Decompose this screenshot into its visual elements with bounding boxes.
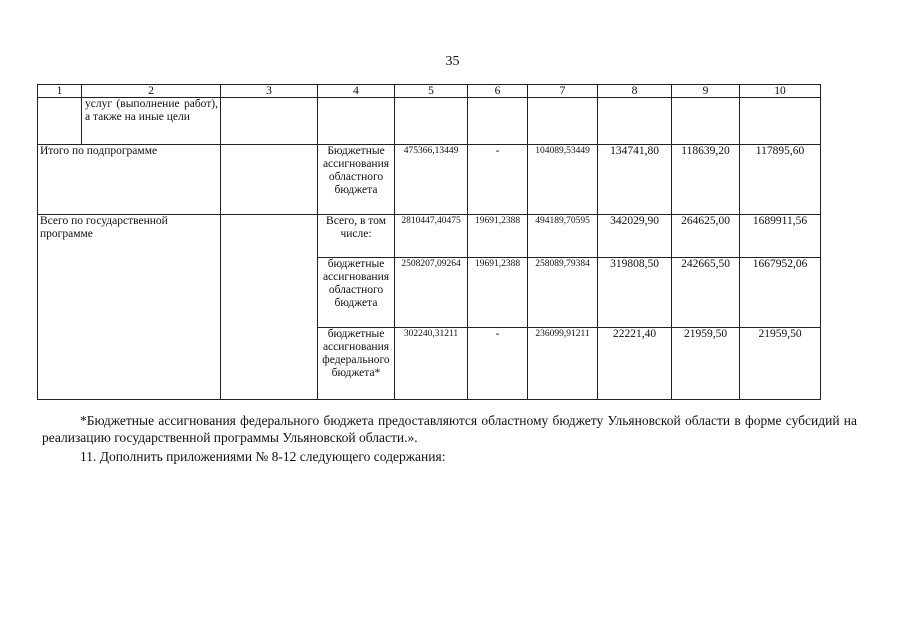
value-cell: -: [468, 145, 528, 215]
value-cell: 236099,91211: [528, 328, 598, 400]
value-cell: 264625,00: [672, 215, 740, 258]
funding-source: бюджетные ассигнования федерального бюджета*: [318, 328, 395, 400]
value-cell: 1667952,06: [740, 258, 821, 328]
value-cell: 19691,2388: [468, 215, 528, 258]
total-label: Всего по государственной программе: [38, 215, 221, 400]
continuation-text: услуг (выполнение работ), а также на иные цели: [82, 98, 221, 145]
funding-source: бюджетные ассигнования областного бюджета: [318, 258, 395, 328]
header-cell: 1: [38, 85, 82, 98]
value-cell: -: [468, 328, 528, 400]
value-cell: 19691,2388: [468, 258, 528, 328]
value-cell: 2810447,40475: [395, 215, 468, 258]
funding-source: Всего, в том числе:: [318, 215, 395, 258]
table-cell: [318, 98, 395, 145]
budget-table: [37, 84, 821, 400]
value-cell: 242665,50: [672, 258, 740, 328]
header-cell: 6: [468, 85, 528, 98]
value-cell: 117895,60: [740, 145, 821, 215]
table-cell: [740, 98, 821, 145]
table-row-subtotal: [38, 145, 821, 215]
value-cell: 134741,80: [598, 145, 672, 215]
header-cell: 10: [740, 85, 821, 98]
value-cell: 22221,40: [598, 328, 672, 400]
value-cell: 475366,13449: [395, 145, 468, 215]
table-cell: [38, 98, 82, 145]
instruction-paragraph: 11. Дополнить приложениями № 8-12 следующего содержания:: [80, 449, 446, 464]
header-cell: 5: [395, 85, 468, 98]
table-cell: [528, 98, 598, 145]
table-header-row: [38, 85, 821, 98]
header-cell: 8: [598, 85, 672, 98]
table-cell: [221, 98, 318, 145]
value-cell: 21959,50: [672, 328, 740, 400]
subtotal-label: Итого по подпрограмме: [38, 145, 221, 215]
table-cell: [221, 145, 318, 215]
value-cell: 302240,31211: [395, 328, 468, 400]
header-cell: 3: [221, 85, 318, 98]
header-cell: 2: [82, 85, 221, 98]
value-cell: 342029,90: [598, 215, 672, 258]
footnote-paragraph: *Бюджетные ассигнования федерального бюджета предоставляются областному бюджету Ульяновской области в форме субсидий на реализацию государственной программы Ульяновской области.».: [42, 413, 857, 445]
table-row-continuation: [38, 98, 821, 145]
funding-source: Бюджетные ассигнования областного бюджета: [318, 145, 395, 215]
table-cell: [221, 215, 318, 400]
table-cell: [468, 98, 528, 145]
header-cell: 7: [528, 85, 598, 98]
table-cell: [395, 98, 468, 145]
value-cell: 2508207,09264: [395, 258, 468, 328]
table-cell: [672, 98, 740, 145]
table-cell: [598, 98, 672, 145]
table-row-total: [38, 215, 821, 258]
value-cell: 258089,79384: [528, 258, 598, 328]
value-cell: 494189,70595: [528, 215, 598, 258]
header-cell: 9: [672, 85, 740, 98]
value-cell: 118639,20: [672, 145, 740, 215]
value-cell: 104089,53449: [528, 145, 598, 215]
value-cell: 1689911,56: [740, 215, 821, 258]
header-cell: 4: [318, 85, 395, 98]
value-cell: 21959,50: [740, 328, 821, 400]
value-cell: 319808,50: [598, 258, 672, 328]
page-number: 35: [445, 54, 460, 69]
